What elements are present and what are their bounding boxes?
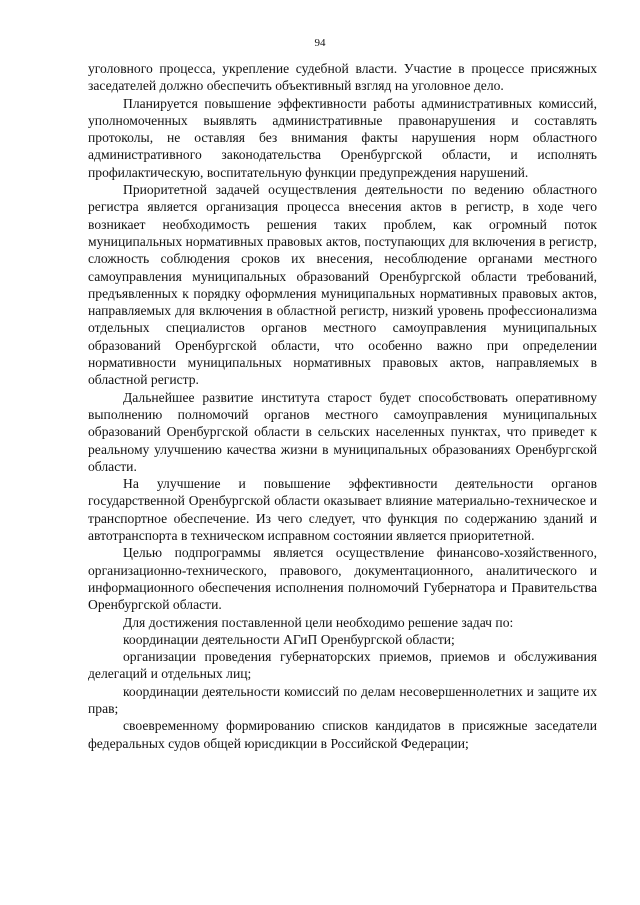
paragraph-tasks-intro: Для достижения поставленной цели необходимо решение задач по: [123,614,514,630]
paragraph-subprogram-goal: Целью подпрограммы является осуществление финансово-хозяйственного, организационно-технического, правового, документационного, аналитического и информационного обеспечения исполнения полномочий Губернатора и Правительства Оренбургской области. [88,545,597,613]
page-number: 94 [314,37,326,49]
paragraph-admin-commissions: Планируется повышение эффективности работы административных комиссий, уполномоченных выявлять административные правонарушения и составлять протоколы, не оставляя без внимания факты нарушения норм областного административного законодательства Оренбургской области, и исполнять профилактическую, воспитательную функции предупреждения нарушений. [88,95,597,180]
task-item: своевременному формированию списков кандидатов в присяжные заседатели федеральных судов общей юрисдикции в Российской Федерации; [88,718,597,751]
paragraph-material-support: На улучшение и повышение эффективности деятельности органов государственной Оренбургской области оказывает влияние материально-техническое и транспортное обеспечение. Из чего следует, что функция по содержанию зданий и автотранспорта в техническом исправном состоянии является приоритетной. [88,476,597,544]
paragraph-continuation: уголовного процесса, укрепление судебной власти. Участие в процессе присяжных заседателей должно обеспечить объективный взгляд на уголовное дело. [88,61,597,94]
task-item: координации деятельности АГиП Оренбургской области; [123,631,455,647]
task-item: организации проведения губернаторских приемов, приемов и обслуживания делегаций и отдельных лиц; [88,649,597,682]
task-list [88,631,597,752]
paragraph-regional-register: Приоритетной задачей осуществления деятельности по ведению областного регистра является организация процесса внесения актов в регистр, в ходе чего возникает необходимость решения таких проблем, как огромный поток муниципальных нормативных правовых актов, поступающих для включения в регистр, сложность соблюдения сроков их внесения, несоблюдение органами местного самоуправления муниципальных образований Оренбургской области требований, предъявленных к порядку оформления муниципальных нормативных правовых актов, направляемых для включения в областной регистр, низкий уровень профессионализма отдельных специалистов органов местного самоуправления муниципальных образований Оренбургской области, что особенно важно при определении нормативности муниципальных нормативных правовых актов, направляемых в областной регистр. [88,182,597,388]
paragraph-village-elders: Дальнейшее развитие института старост будет способствовать оперативному выполнению полномочий органов местного самоуправления муниципальных образований Оренбургской области в сельских населенных пунктах, что приведет к реальному улучшению качества жизни в муниципальных образованиях Оренбургской области. [88,389,597,474]
body-text [88,60,597,752]
task-item: координации деятельности комиссий по делам несовершеннолетних и защите их прав; [88,683,597,716]
